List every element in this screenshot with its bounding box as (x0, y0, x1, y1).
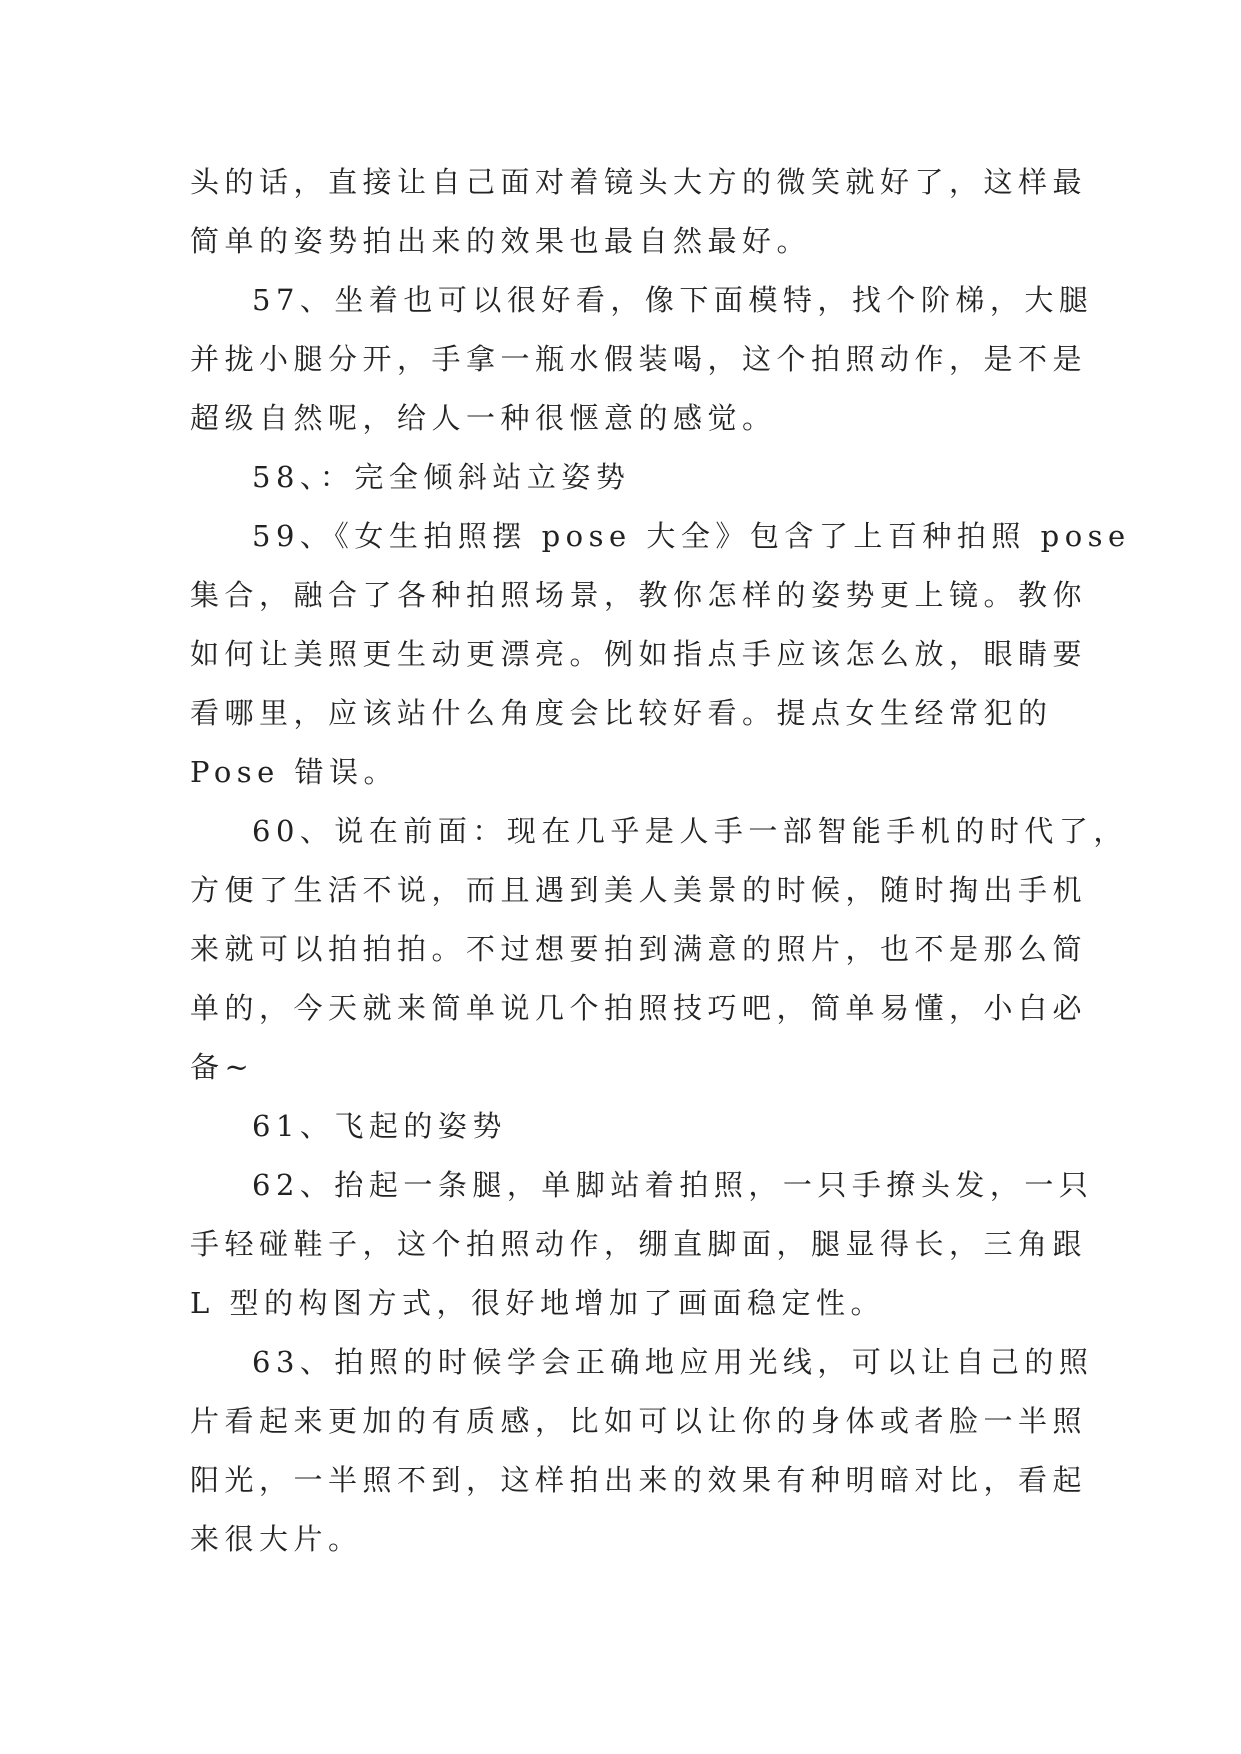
paragraph-63-line-2: 片看起来更加的有质感，比如可以让你的身体或者脸一半照 (190, 1404, 1088, 1438)
paragraph-56-line-1: 头的话，直接让自己面对着镜头大方的微笑就好了，这样最 (190, 165, 1088, 199)
paragraph-57-line-3: 超级自然呢，给人一种很惬意的感觉。 (190, 401, 777, 435)
paragraph-57-line-1: 57、坐着也可以很好看，像下面模特，找个阶梯，大腿 (252, 283, 1094, 317)
paragraph-60-line-4: 单的，今天就来简单说几个拍照技巧吧，简单易懂，小白必 (190, 991, 1088, 1025)
paragraph-60-line-5: 备~ (190, 1050, 255, 1084)
paragraph-62-line-1: 62、抬起一条腿，单脚站着拍照，一只手撩头发，一只 (252, 1168, 1094, 1202)
paragraph-61-line-1: 61、飞起的姿势 (252, 1109, 507, 1143)
paragraph-59-line-5: Pose 错误。 (190, 755, 399, 789)
paragraph-56-line-2: 简单的姿势拍出来的效果也最自然最好。 (190, 224, 812, 258)
paragraph-59-line-4: 看哪里，应该站什么角度会比较好看。提点女生经常犯的 (190, 696, 1053, 730)
paragraph-63-line-3: 阳光，一半照不到，这样拍出来的效果有种明暗对比，看起 (190, 1463, 1088, 1497)
paragraph-63-line-4: 来很大片。 (190, 1522, 363, 1556)
paragraph-59-line-1: 59、《女生拍照摆 pose 大全》包含了上百种拍照 pose (252, 519, 1131, 553)
paragraph-58-line-1: 58、：完全倾斜站立姿势 (252, 460, 631, 494)
paragraph-63-line-1: 63、拍照的时候学会正确地应用光线，可以让自己的照 (252, 1345, 1094, 1379)
paragraph-57-line-2: 并拢小腿分开，手拿一瓶水假装喝，这个拍照动作，是不是 (190, 342, 1088, 376)
paragraph-59-line-2: 集合，融合了各种拍照场景，教你怎样的姿势更上镜。教你 (190, 578, 1088, 612)
paragraph-60-line-3: 来就可以拍拍拍。不过想要拍到满意的照片，也不是那么简 (190, 932, 1088, 966)
paragraph-60-line-2: 方便了生活不说，而且遇到美人美景的时候，随时掏出手机 (190, 873, 1088, 907)
paragraph-62-line-2: 手轻碰鞋子，这个拍照动作，绷直脚面，腿显得长，三角跟 (190, 1227, 1088, 1261)
paragraph-60-line-1: 60、说在前面：现在几乎是人手一部智能手机的时代了， (252, 814, 1128, 848)
paragraph-62-line-3: L 型的构图方式，很好地增加了画面稳定性。 (190, 1286, 885, 1320)
paragraph-59-line-3: 如何让美照更生动更漂亮。例如指点手应该怎么放，眼睛要 (190, 637, 1088, 671)
